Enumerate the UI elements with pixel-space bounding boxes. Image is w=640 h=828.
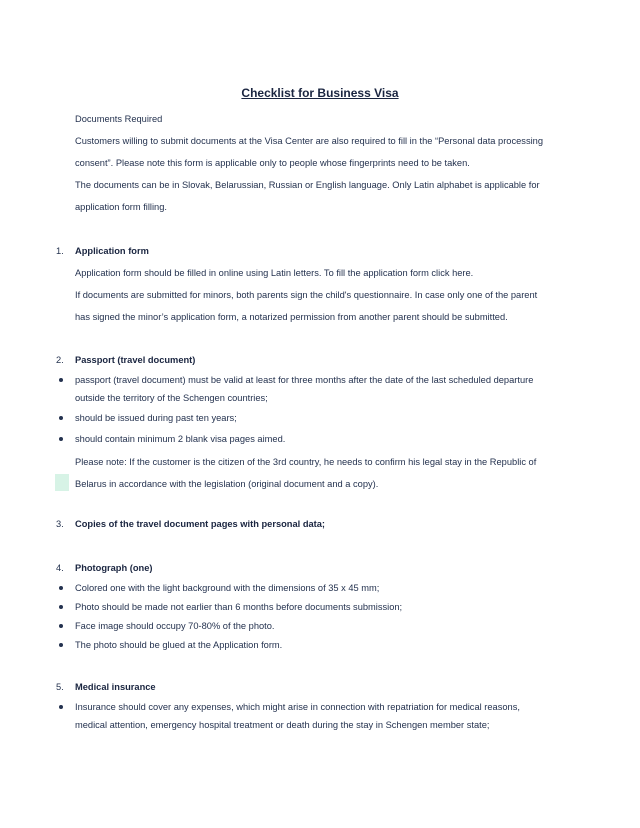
section-heading-photograph: Photograph (one) xyxy=(75,563,153,573)
section-number: 2. xyxy=(56,355,64,365)
bullet-dot xyxy=(59,605,63,609)
intro-paragraph-line: Customers willing to submit documents at the Visa Center are also required to fill in the “Personal data processing xyxy=(75,136,544,146)
intro-paragraph-line: consent”. Please note this form is applicable only to people whose fingerprints need to be taken. xyxy=(75,158,470,168)
section-heading-copies: Copies of the travel document pages with personal data; xyxy=(75,519,326,529)
bullet-item: Colored one with the light background with the dimensions of 35 x 45 mm; xyxy=(75,583,380,593)
section-heading-medical-insurance: Medical insurance xyxy=(75,682,156,692)
bullet-dot xyxy=(59,705,63,709)
bullet-item-continuation: outside the territory of the Schengen countries; xyxy=(75,393,268,403)
bullet-item: passport (travel document) must be valid at least for three months after the date of the last scheduled departure xyxy=(75,375,534,385)
section-number: 5. xyxy=(56,682,64,692)
section-number: 3. xyxy=(56,519,64,529)
note-line: Belarus in accordance with the legislation (original document and a copy). xyxy=(75,479,379,489)
bullet-dot xyxy=(59,378,63,382)
bullet-item: The photo should be glued at the Application form. xyxy=(75,640,283,650)
bullet-dot xyxy=(59,437,63,441)
section-heading-application-form: Application form xyxy=(75,246,149,256)
bullet-item: Face image should occupy 70-80% of the photo. xyxy=(75,621,275,631)
intro-paragraph-line: application form filling. xyxy=(75,202,167,212)
text-highlight xyxy=(55,474,69,491)
note-line: Please note: If the customer is the citizen of the 3rd country, he needs to confirm his legal stay in the Republic of xyxy=(75,457,537,467)
bullet-dot xyxy=(59,586,63,590)
section-number: 4. xyxy=(56,563,64,573)
bullet-dot xyxy=(59,624,63,628)
section-text-line: Application form should be filled in online using Latin letters. To fill the application form click here. xyxy=(75,268,474,278)
documents-required-label: Documents Required xyxy=(75,114,163,124)
bullet-item-continuation: medical attention, emergency hospital treatment or death during the stay in Schengen member state; xyxy=(75,720,490,730)
bullet-item: Insurance should cover any expenses, which might arise in connection with repatriation for medical reasons, xyxy=(75,702,520,712)
bullet-dot xyxy=(59,643,63,647)
bullet-item: should contain minimum 2 blank visa pages aimed. xyxy=(75,434,286,444)
section-text-line: If documents are submitted for minors, both parents sign the child's questionnaire. In case only one of the parent xyxy=(75,290,538,300)
intro-paragraph-line: The documents can be in Slovak, Belarussian, Russian or English language. Only Latin alphabet is applicable for xyxy=(75,180,540,190)
section-number: 1. xyxy=(56,246,64,256)
section-heading-passport: Passport (travel document) xyxy=(75,355,196,365)
section-text-line: has signed the minor’s application form, a notarized permission from another parent should be submitted. xyxy=(75,312,508,322)
bullet-dot xyxy=(59,416,63,420)
page-title: Checklist for Business Visa xyxy=(241,86,399,100)
bullet-item: Photo should be made not earlier than 6 months before documents submission; xyxy=(75,602,403,612)
bullet-item: should be issued during past ten years; xyxy=(75,413,237,423)
